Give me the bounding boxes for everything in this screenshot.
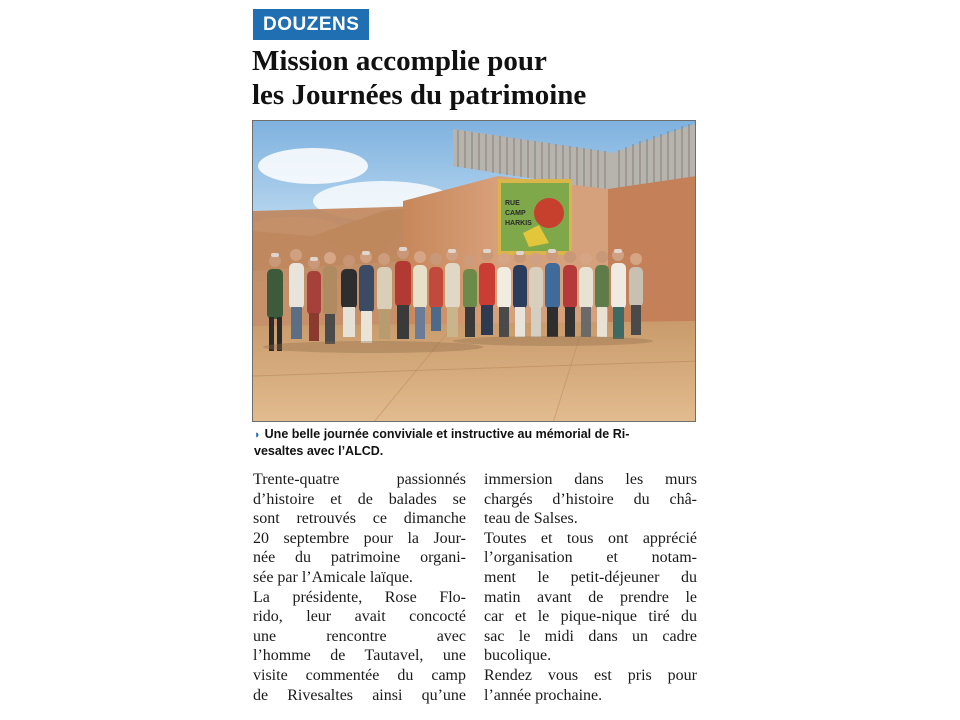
body-line: teau de Salses.: [484, 510, 578, 528]
body-line: l’année prochaine.: [484, 686, 603, 704]
body-line: bucolique.: [484, 647, 552, 665]
headline-line-1: Mission accomplie pour: [252, 45, 547, 77]
body-line: car et le pique-nique tiré du: [484, 608, 697, 626]
body-line: rido, leur avait concocté: [253, 608, 466, 626]
mural-text-2: CAMP: [505, 210, 526, 217]
body-line: sée par l’Amicale laïque.: [253, 568, 413, 586]
article-photo: [252, 120, 696, 422]
caption-text-1: Une belle journée conviviale et instructive au mémorial de Ri-: [264, 427, 630, 441]
body-line: Rendez vous est pris pour: [484, 666, 697, 684]
caption-line-1: [254, 426, 700, 443]
section-label: DOUZENS: [253, 9, 369, 40]
group-photo-illustration: [253, 121, 696, 422]
body-line: l’homme de Tautavel, une: [253, 647, 466, 665]
body-line: Toutes et tous ont apprécié: [484, 529, 697, 547]
photo-caption: [254, 426, 700, 459]
body-line: visite commentée du camp: [253, 666, 466, 684]
headline-line-2: les Journées du patrimoine: [252, 79, 587, 111]
mural: [498, 179, 572, 255]
article-headline: [252, 44, 702, 112]
article-column-1: [253, 470, 466, 705]
body-line: immersion dans les murs: [484, 471, 697, 488]
body-line: sont retrouvés ce dimanche: [253, 510, 466, 528]
body-line: La présidente, Rose Flo-: [253, 588, 466, 606]
article-column-2: [484, 470, 697, 705]
body-line: de Rivesaltes ainsi qu’une: [253, 686, 466, 704]
body-line: ment le petit-déjeuner du: [484, 568, 697, 586]
body-line: d’histoire et de balades se: [253, 490, 466, 508]
caption-line-2: vesaltes avec l’ALCD.: [254, 444, 384, 458]
body-line: née du patrimoine organi-: [253, 549, 466, 567]
body-line: chargés d’histoire du châ-: [484, 490, 697, 508]
mural-text-3: HARKIS: [505, 220, 532, 227]
mural-text-1: RUE: [505, 200, 520, 207]
body-line: 20 septembre pour la Jour-: [253, 529, 466, 547]
body-line: matin avant de prendre le: [484, 588, 697, 606]
body-line: Trente-quatre passionnés: [253, 471, 466, 488]
body-line: une rencontre avec: [253, 627, 466, 645]
body-line: l’organisation et notam-: [484, 549, 697, 567]
body-line: sac le midi dans un cadre: [484, 627, 697, 645]
caption-bullet-icon: ◗: [254, 429, 261, 441]
